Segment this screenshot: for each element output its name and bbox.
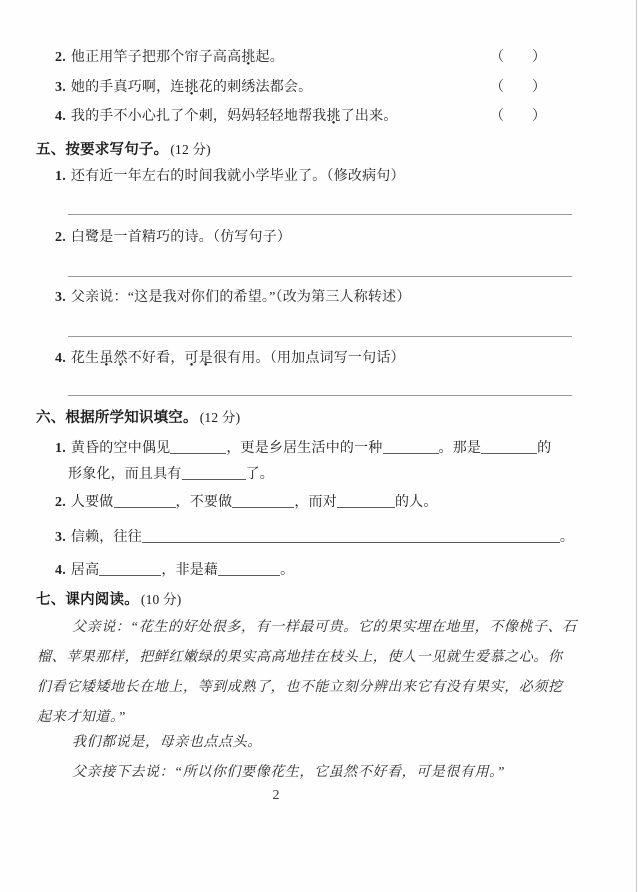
page-edge-line bbox=[636, 0, 637, 892]
fill-blank[interactable] bbox=[170, 440, 226, 454]
text-segment: ，而对 bbox=[294, 495, 337, 510]
text-segment: 花的刺绣法都会。 bbox=[198, 80, 313, 95]
dotted-char: 虽 ● bbox=[99, 349, 113, 369]
answer-bracket[interactable]: （ ） bbox=[490, 80, 546, 95]
item-number: 2. bbox=[55, 230, 66, 245]
dotted-char: 挑 ● bbox=[327, 107, 341, 127]
passage-line: 父亲说：“花生的好处很多，有一样最可贵。它的果实埋在地里，不像桃子、石 bbox=[72, 620, 577, 635]
section-title: 五、按要求写句子。 bbox=[36, 142, 169, 158]
judge-item-3 bbox=[55, 78, 575, 98]
text-segment: 了出来。 bbox=[340, 109, 398, 124]
dotted-char: 挑 ● bbox=[241, 48, 255, 68]
fill-blank[interactable] bbox=[182, 466, 246, 480]
answer-line[interactable] bbox=[68, 214, 572, 215]
passage-line: 榴、苹果那样，把鲜红嫩绿的果实高高地挂在枝头上，使人一见就生爱慕之心。你 bbox=[37, 650, 563, 665]
text-segment: 的 bbox=[537, 441, 552, 456]
question-6-1-line-2 bbox=[68, 465, 274, 485]
text-segment: ，不要做 bbox=[175, 495, 233, 510]
dotted-char: 是 ● bbox=[199, 349, 213, 369]
question-5-3 bbox=[55, 288, 411, 308]
fill-blank[interactable] bbox=[337, 494, 395, 508]
item-number: 3. bbox=[55, 80, 66, 95]
question-6-3 bbox=[55, 528, 574, 548]
section-score: (12 分) bbox=[199, 410, 241, 425]
question-text bbox=[71, 495, 438, 510]
answer-bracket[interactable]: （ ） bbox=[490, 50, 546, 65]
text-segment: 不好看， bbox=[127, 351, 185, 366]
text-segment: 她的手真巧啊，连 bbox=[70, 80, 185, 95]
text-segment: 了。 bbox=[245, 467, 275, 482]
page-number: 2 bbox=[272, 788, 280, 803]
text-segment: 父亲说：“这是我对你们的希望。”（改为第三人称转述） bbox=[70, 290, 411, 305]
item-number: 4. bbox=[55, 563, 66, 578]
judge-item-2 bbox=[55, 48, 575, 68]
judge-item-4 bbox=[55, 107, 575, 127]
fill-blank[interactable] bbox=[114, 494, 176, 508]
question-text bbox=[71, 290, 411, 305]
question-text bbox=[71, 230, 291, 245]
question-5-4 bbox=[55, 349, 405, 369]
section-title: 七、课内阅读。 bbox=[36, 592, 139, 608]
section-7-heading bbox=[36, 590, 181, 610]
question-text bbox=[71, 441, 551, 456]
question-text bbox=[71, 563, 294, 578]
question-text bbox=[71, 351, 405, 366]
section-title: 六、根据所学知识填空。 bbox=[36, 410, 198, 426]
answer-line[interactable] bbox=[68, 276, 572, 277]
passage-line: 父亲接下去说：“所以你们要像花生，它虽然不好看，可是很有用。” bbox=[72, 765, 506, 780]
item-text bbox=[71, 50, 284, 65]
item-number: 3. bbox=[55, 290, 66, 305]
text-segment: 很有用。（用加点词写一句话） bbox=[212, 351, 405, 366]
question-6-4 bbox=[55, 561, 294, 581]
text-segment: 起。 bbox=[255, 50, 284, 65]
passage-line: 起来才知道。” bbox=[37, 710, 126, 725]
fill-blank[interactable] bbox=[99, 562, 161, 576]
item-number: 4. bbox=[55, 351, 66, 366]
section-6-heading bbox=[36, 408, 240, 428]
item-text bbox=[71, 109, 398, 124]
item-number: 1. bbox=[55, 169, 66, 184]
text-segment: 白鹭是一首精巧的诗。（仿写句子） bbox=[70, 230, 292, 245]
passage-line: 们看它矮矮地长在地上，等到成熟了，也不能立刻分辨出来它有没有果实，必须挖 bbox=[37, 680, 563, 695]
item-text bbox=[71, 80, 312, 95]
dotted-char: 可 ● bbox=[185, 349, 199, 369]
fill-blank[interactable] bbox=[481, 440, 537, 454]
text-segment: 他正用竿子把那个帘子高高 bbox=[70, 50, 242, 65]
answer-bracket[interactable]: （ ） bbox=[490, 109, 546, 124]
fill-blank[interactable] bbox=[218, 562, 280, 576]
answer-line[interactable] bbox=[68, 336, 572, 337]
text-segment: 的人。 bbox=[394, 495, 438, 510]
item-number: 2. bbox=[55, 495, 66, 510]
section-score: (12 分) bbox=[170, 142, 211, 157]
question-text bbox=[71, 530, 574, 545]
text-segment: 信赖，往往 bbox=[70, 530, 142, 545]
question-6-1-line-1 bbox=[55, 439, 551, 459]
item-number: 1. bbox=[55, 441, 66, 456]
item-number: 3. bbox=[55, 530, 66, 545]
item-number: 2. bbox=[55, 50, 66, 65]
text-segment: 花生 bbox=[70, 351, 100, 366]
text-segment: 形象化，而且具有 bbox=[68, 467, 182, 482]
question-6-2 bbox=[55, 493, 438, 513]
text-segment: ，非是藉 bbox=[161, 563, 219, 578]
dotted-char: 挑 ● bbox=[185, 78, 199, 98]
question-text bbox=[71, 169, 405, 184]
answer-line[interactable] bbox=[68, 395, 572, 396]
text-segment: 黄昏的空中偶见 bbox=[70, 441, 171, 456]
question-text bbox=[68, 467, 274, 482]
text-segment: ，更是乡居生活中的一种 bbox=[226, 441, 383, 456]
question-5-1 bbox=[55, 167, 405, 187]
item-number: 4. bbox=[55, 109, 66, 124]
section-score: (10 分) bbox=[140, 592, 182, 607]
fill-blank[interactable] bbox=[383, 440, 439, 454]
fill-blank[interactable] bbox=[232, 494, 294, 508]
section-5-heading bbox=[36, 140, 211, 160]
text-segment: 。 bbox=[280, 563, 295, 578]
text-segment: 。 bbox=[559, 530, 575, 545]
dotted-char: 然 ● bbox=[114, 349, 128, 369]
fill-blank[interactable] bbox=[142, 529, 560, 543]
text-segment: 居高 bbox=[70, 563, 100, 578]
text-segment: 我的手不小心扎了个刺，妈妈轻轻地帮我 bbox=[70, 109, 327, 124]
text-segment: 人要做 bbox=[70, 495, 114, 510]
text-segment: 。那是 bbox=[438, 441, 482, 456]
text-segment: 还有近一年左右的时间我就小学毕业了。（修改病句） bbox=[70, 169, 405, 184]
question-5-2 bbox=[55, 228, 291, 248]
passage-line: 我们都说是，母亲也点点头。 bbox=[72, 735, 262, 750]
